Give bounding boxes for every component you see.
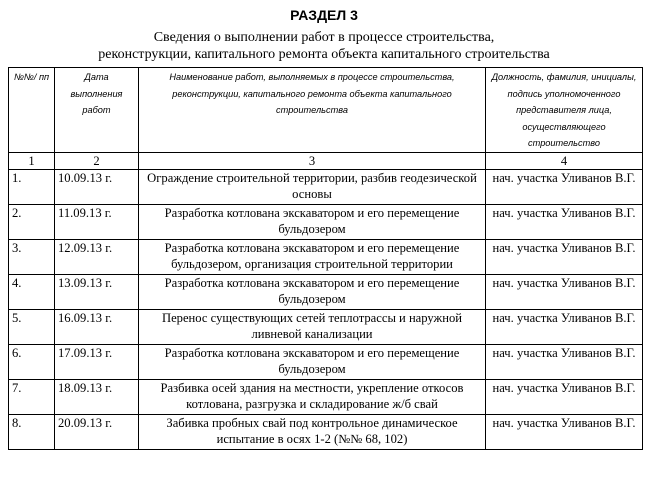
column-number: 4: [486, 152, 643, 169]
row-responsible: нач. участка Уливанов В.Г.: [486, 379, 643, 414]
table-row: [9, 204, 643, 239]
table-row: [9, 169, 643, 204]
row-date: 20.09.13 г.: [55, 414, 139, 449]
row-date: 16.09.13 г.: [55, 309, 139, 344]
row-responsible: нач. участка Уливанов В.Г.: [486, 169, 643, 204]
row-responsible: нач. участка Уливанов В.Г.: [486, 204, 643, 239]
table-row: [9, 274, 643, 309]
header-num: №№/ пп: [9, 68, 55, 153]
column-number: 2: [55, 152, 139, 169]
row-responsible: нач. участка Уливанов В.Г.: [486, 309, 643, 344]
row-date: 11.09.13 г.: [55, 204, 139, 239]
column-number-row: [9, 152, 643, 169]
row-work-name: Забивка пробных свай под контрольное динамическое испытание в осях 1-2 (№№ 68, 102): [139, 414, 486, 449]
column-number: 3: [139, 152, 486, 169]
row-number: 8.: [9, 414, 55, 449]
header-responsible: Должность, фамилия, инициалы, подпись уполномоченного представителя лица, осуществляющего строительство: [486, 68, 643, 153]
row-number: 7.: [9, 379, 55, 414]
row-work-name: Ограждение строительной территории, разбив геодезической основы: [139, 169, 486, 204]
row-number: 4.: [9, 274, 55, 309]
row-date: 10.09.13 г.: [55, 169, 139, 204]
row-work-name: Разбивка осей здания на местности, укрепление откосов котлована, разгрузка и складирование ж/б свай: [139, 379, 486, 414]
row-date: 17.09.13 г.: [55, 344, 139, 379]
column-number: 1: [9, 152, 55, 169]
row-work-name: Разработка котлована экскаватором и его перемещение бульдозером: [139, 344, 486, 379]
table-row: [9, 309, 643, 344]
row-work-name: Разработка котлована экскаватором и его перемещение бульдозером, организация строительной территории: [139, 239, 486, 274]
row-date: 13.09.13 г.: [55, 274, 139, 309]
works-table: [8, 67, 643, 450]
row-responsible: нач. участка Уливанов В.Г.: [486, 239, 643, 274]
subtitle-line-2: реконструкции, капитального ремонта объекта капитального строительства: [98, 47, 550, 62]
row-number: 1.: [9, 169, 55, 204]
header-name: Наименование работ, выполняемых в процессе строительства, реконструкции, капитального ремонта объекта капитального строительства: [139, 68, 486, 153]
section-title: РАЗДЕЛ 3: [290, 7, 358, 23]
row-responsible: нач. участка Уливанов В.Г.: [486, 274, 643, 309]
subtitle-line-1: Сведения о выполнении работ в процессе строительства,: [153, 30, 495, 45]
table-row: [9, 239, 643, 274]
row-number: 5.: [9, 309, 55, 344]
row-date: 12.09.13 г.: [55, 239, 139, 274]
row-responsible: нач. участка Уливанов В.Г.: [486, 414, 643, 449]
row-work-name: Разработка котлована экскаватором и его перемещение бульдозером: [139, 204, 486, 239]
row-number: 2.: [9, 204, 55, 239]
row-date: 18.09.13 г.: [55, 379, 139, 414]
table-row: [9, 414, 643, 449]
row-work-name: Перенос существующих сетей теплотрассы и наружной ливневой канализации: [139, 309, 486, 344]
table-row: [9, 379, 643, 414]
table-header-row: [9, 68, 643, 153]
table-row: [9, 344, 643, 379]
row-number: 3.: [9, 239, 55, 274]
row-work-name: Разработка котлована экскаватором и его перемещение бульдозером: [139, 274, 486, 309]
row-number: 6.: [9, 344, 55, 379]
header-date: Дата выполнения работ: [55, 68, 139, 153]
row-responsible: нач. участка Уливанов В.Г.: [486, 344, 643, 379]
